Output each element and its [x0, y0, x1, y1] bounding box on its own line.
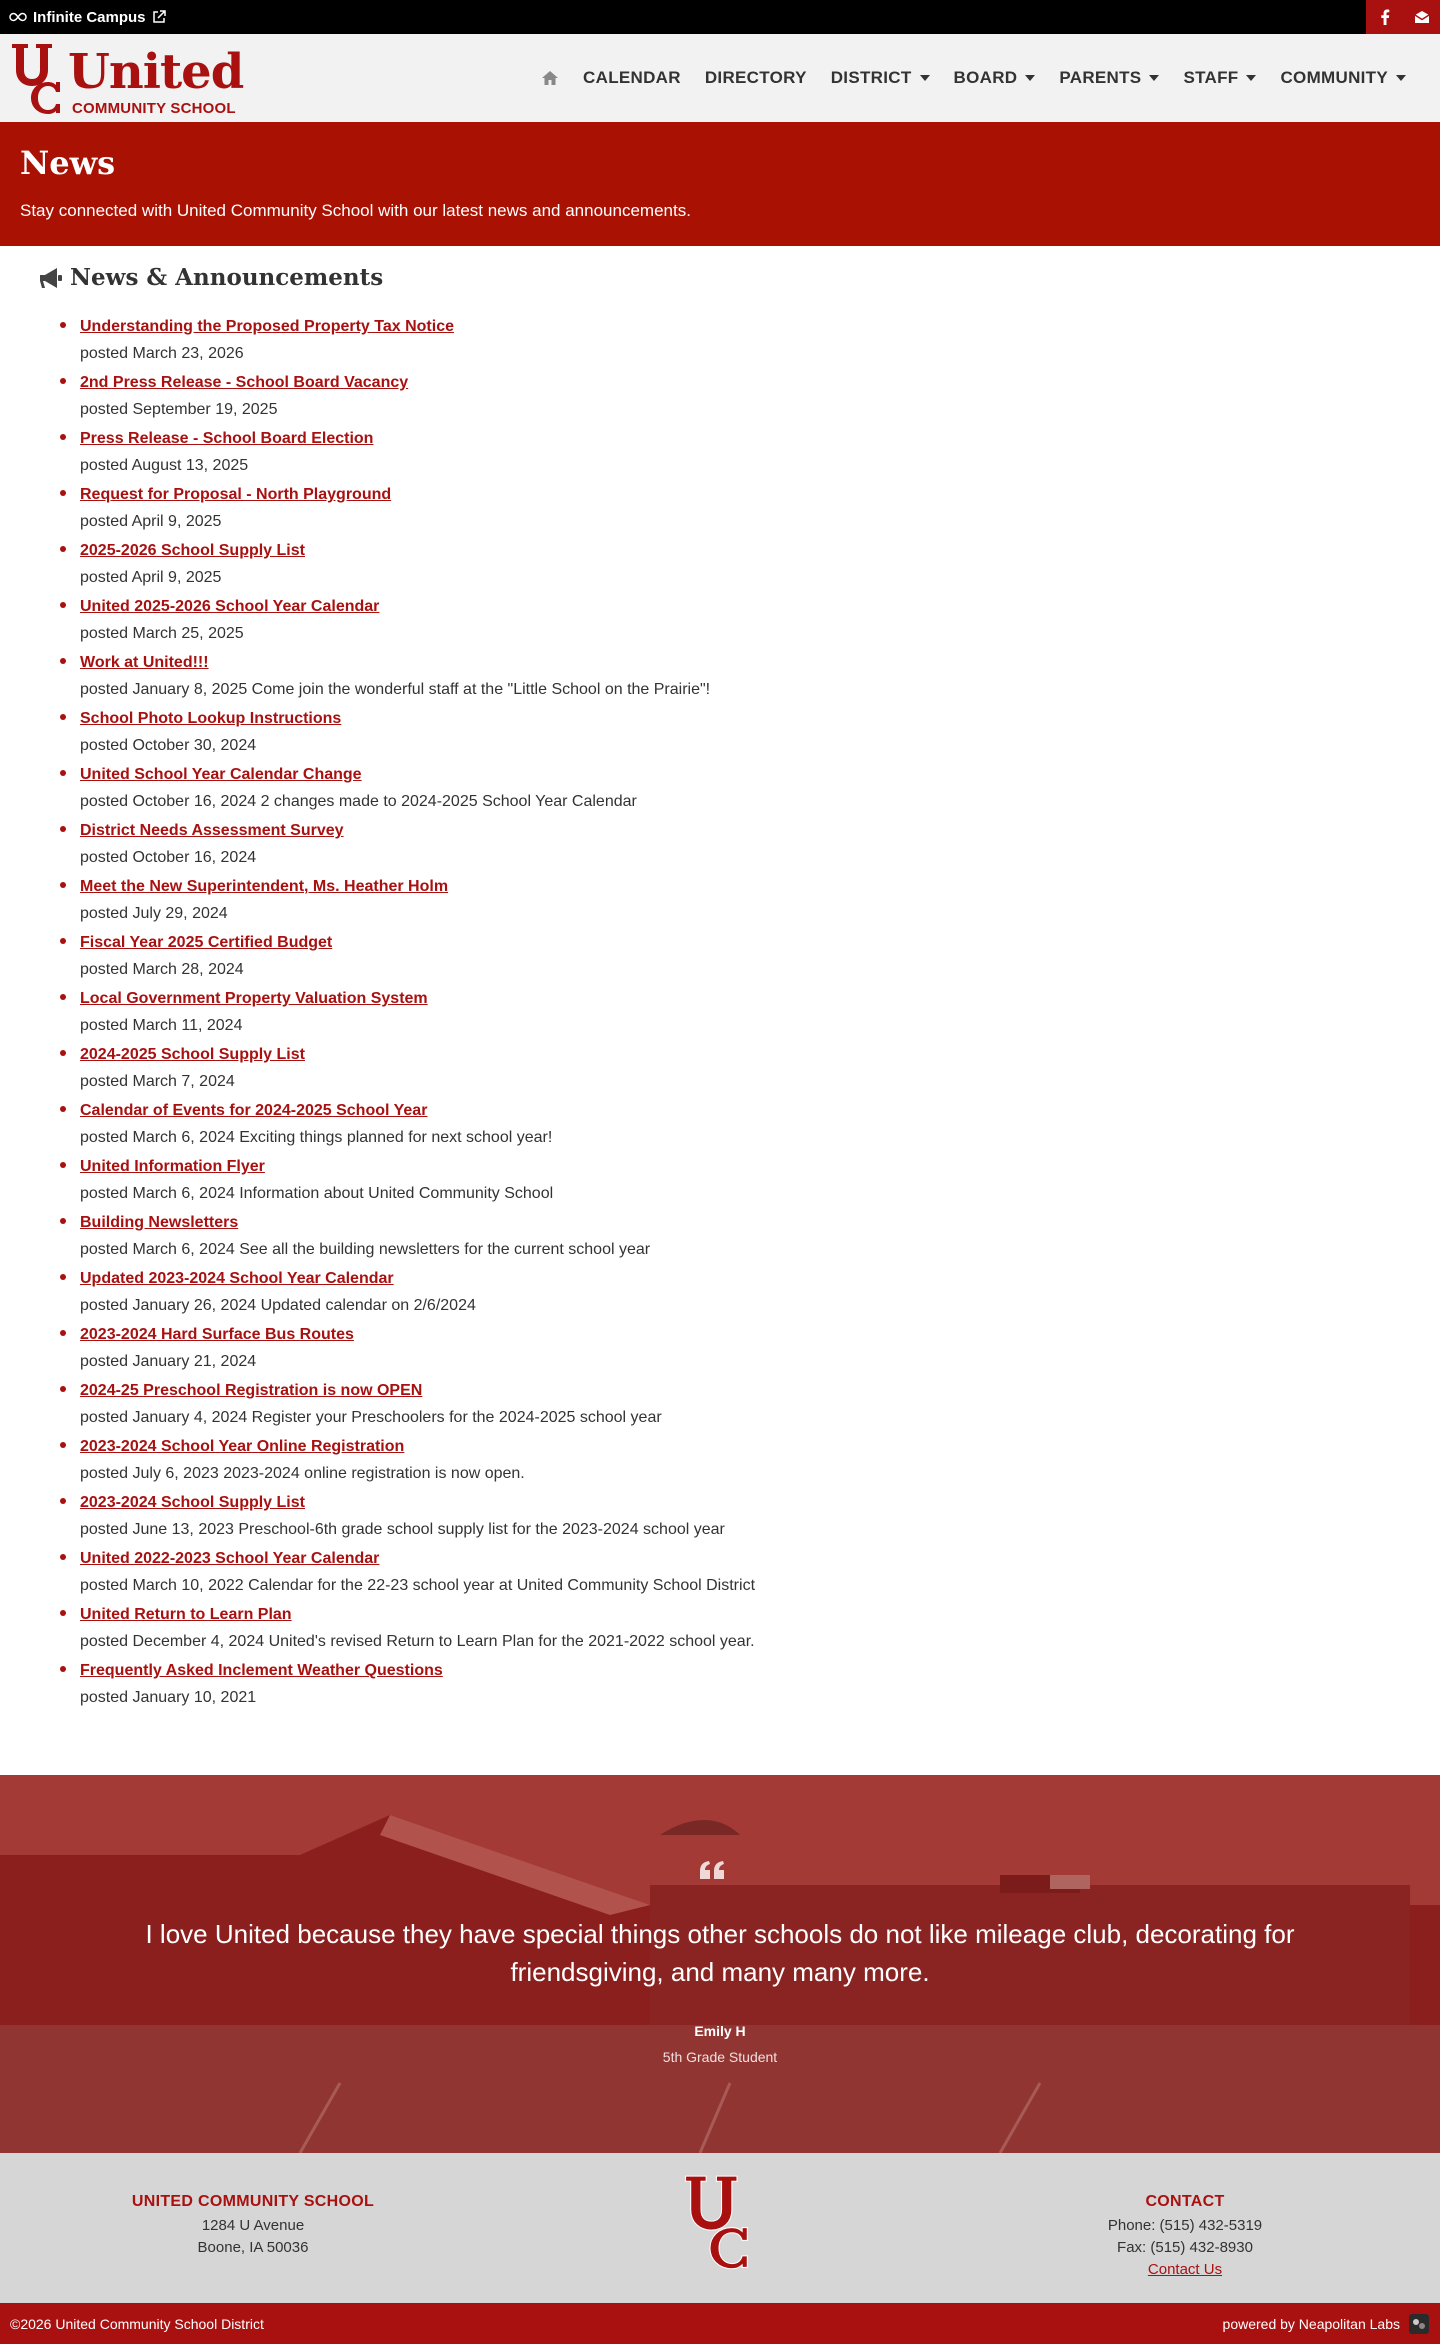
news-link[interactable]: District Needs Assessment Survey [80, 822, 344, 839]
news-link[interactable]: 2024-2025 School Supply List [80, 1046, 305, 1063]
nav-parents[interactable] [1047, 68, 1171, 88]
news-meta: posted April 9, 2025 [80, 513, 222, 530]
footer-uc-logo-icon [683, 2173, 755, 2277]
nav-community-label: COMMUNITY [1280, 68, 1388, 87]
news-heading [38, 264, 383, 291]
news-link[interactable]: United 2025-2026 School Year Calendar [80, 598, 380, 615]
list-item [80, 1602, 1280, 1658]
news-meta: posted March 6, 2024 Information about United Community School [80, 1185, 554, 1202]
list-item [80, 1042, 1280, 1098]
news-heading-text: News & Announcements [70, 264, 384, 291]
list-item [80, 1266, 1280, 1322]
news-link[interactable]: Press Release - School Board Election [80, 430, 374, 447]
list-item [80, 370, 1280, 426]
top-bar [0, 0, 1440, 34]
list-item [80, 1490, 1280, 1546]
news-link[interactable]: Request for Proposal - North Playground [80, 486, 392, 503]
news-meta: posted March 11, 2024 [80, 1017, 243, 1034]
news-meta: posted January 26, 2024 Updated calendar on 2/6/2024 [80, 1297, 476, 1314]
caret-down-icon [920, 75, 930, 81]
copyright-text: ©2026 United Community School District [10, 2315, 264, 2332]
testimonial-role: 5th Grade Student [662, 2049, 778, 2065]
news-meta: posted March 28, 2024 [80, 961, 244, 978]
powered-by-text: powered by Neapolitan Labs [1222, 2315, 1400, 2332]
footer-phone: Phone: (515) 432-5319 [1107, 2217, 1263, 2234]
news-link[interactable]: Calendar of Events for 2024-2025 School Year [80, 1102, 428, 1119]
list-item [80, 986, 1280, 1042]
megaphone-icon [38, 267, 64, 289]
news-meta: posted January 10, 2021 [80, 1689, 257, 1706]
footer-school-name: UNITED COMMUNITY SCHOOL [131, 2193, 375, 2210]
facebook-icon[interactable] [1366, 0, 1403, 34]
school-logo[interactable] [10, 42, 250, 117]
logo-subtitle: COMMUNITY SCHOOL [72, 100, 236, 117]
nav-directory-label: DIRECTORY [704, 68, 807, 87]
news-link[interactable]: 2025-2026 School Supply List [80, 542, 305, 559]
nav-district-label: DISTRICT [830, 68, 912, 87]
news-link[interactable]: United Return to Learn Plan [80, 1606, 292, 1623]
news-meta: posted March 23, 2026 [80, 345, 244, 362]
news-link[interactable]: Building Newsletters [80, 1214, 239, 1231]
nav-board[interactable] [942, 68, 1048, 88]
nav-community[interactable] [1268, 68, 1418, 88]
news-link[interactable]: United Information Flyer [80, 1158, 265, 1175]
page-title: News [20, 144, 116, 182]
footer-contact [935, 2191, 1435, 2281]
list-item [80, 538, 1280, 594]
news-link[interactable]: Frequently Asked Inclement Weather Questions [80, 1662, 443, 1679]
news-meta: posted October 16, 2024 [80, 849, 257, 866]
news-meta: posted October 30, 2024 [80, 737, 257, 754]
news-link[interactable]: 2023-2024 School Year Online Registration [80, 1438, 405, 1455]
list-item [80, 818, 1280, 874]
testimonial-section [0, 1775, 1440, 2153]
email-icon[interactable] [1403, 0, 1440, 34]
list-item [80, 1210, 1280, 1266]
news-meta: posted December 4, 2024 United's revised Return to Learn Plan for the 2021-2022 school year. [80, 1633, 755, 1650]
page-subtitle: Stay connected with United Community School with our latest news and announcements. [20, 201, 691, 220]
news-link[interactable]: 2024-25 Preschool Registration is now OPEN [80, 1382, 423, 1399]
contact-us-link[interactable]: Contact Us [1147, 2261, 1223, 2278]
footer-address [0, 2191, 506, 2259]
list-item [80, 874, 1280, 930]
infinity-icon [9, 12, 27, 22]
list-item [80, 706, 1280, 762]
news-meta: posted June 13, 2023 Preschool-6th grade school supply list for the 2023-2024 school year [80, 1521, 725, 1538]
nav-staff[interactable] [1171, 68, 1268, 88]
news-meta: posted January 4, 2024 Register your Preschoolers for the 2024-2025 school year [80, 1409, 662, 1426]
nav-board-label: BOARD [953, 68, 1018, 87]
list-item [80, 650, 1280, 706]
infinite-campus-link[interactable] [0, 9, 166, 26]
testimonial-quote: I love United because they have special things other schools do not like mileage club, decorating for friendsgiving, and many many more. [145, 1919, 1295, 1987]
news-link[interactable]: United 2022-2023 School Year Calendar [80, 1550, 380, 1567]
caret-down-icon [1025, 75, 1035, 81]
quote-icon [700, 1861, 724, 1879]
footer-fax: Fax: (515) 432-8930 [1117, 2239, 1253, 2256]
news-meta: posted April 9, 2025 [80, 569, 222, 586]
social-links [1366, 0, 1440, 34]
list-item [80, 930, 1280, 986]
powered-by-link[interactable] [1223, 2313, 1430, 2335]
footer-address-line1: 1284 U Avenue [201, 2217, 305, 2234]
page-hero [0, 122, 1440, 246]
list-item [80, 1098, 1280, 1154]
site-footer [0, 2153, 1440, 2303]
neapolitan-labs-icon [1408, 2313, 1430, 2335]
list-item [80, 1378, 1280, 1434]
list-item [80, 426, 1280, 482]
caret-down-icon [1149, 75, 1159, 81]
site-header [0, 34, 1440, 122]
news-meta: posted March 6, 2024 Exciting things planned for next school year! [80, 1129, 553, 1146]
news-meta: posted July 29, 2024 [80, 905, 228, 922]
news-link[interactable]: Local Government Property Valuation System [80, 990, 428, 1007]
news-meta: posted September 19, 2025 [80, 401, 278, 418]
news-link[interactable]: Updated 2023-2024 School Year Calendar [80, 1270, 394, 1287]
news-meta: posted January 21, 2024 [80, 1353, 257, 1370]
main-nav [529, 34, 1418, 122]
news-link[interactable]: United School Year Calendar Change [80, 766, 362, 783]
uc-monogram-icon [10, 42, 66, 114]
nav-parents-label: PARENTS [1059, 68, 1142, 87]
list-item [80, 1322, 1280, 1378]
external-link-icon [152, 10, 166, 24]
footer-address-line2: Boone, IA 50036 [197, 2239, 309, 2256]
news-link[interactable]: Meet the New Superintendent, Ms. Heather Holm [80, 878, 449, 895]
list-item [80, 1546, 1280, 1602]
news-meta: posted March 7, 2024 [80, 1073, 235, 1090]
infinite-campus-label: Infinite Campus [33, 8, 146, 26]
home-icon [541, 70, 559, 86]
list-item [80, 1658, 1280, 1714]
nav-calendar-label: CALENDAR [583, 68, 681, 87]
list-item [80, 314, 1280, 370]
list-item [80, 1434, 1280, 1490]
news-list [80, 314, 1280, 1714]
news-link[interactable]: Fiscal Year 2025 Certified Budget [80, 934, 333, 951]
news-link[interactable]: School Photo Lookup Instructions [80, 710, 342, 727]
list-item [80, 594, 1280, 650]
nav-district[interactable] [819, 68, 942, 88]
news-link[interactable]: 2nd Press Release - School Board Vacancy [80, 374, 409, 391]
news-link[interactable]: Work at United!!! [80, 654, 209, 671]
news-meta: posted August 13, 2025 [80, 457, 249, 474]
news-link[interactable]: 2023-2024 Hard Surface Bus Routes [80, 1326, 354, 1343]
logo-name: United [68, 44, 244, 100]
list-item [80, 762, 1280, 818]
caret-down-icon [1396, 75, 1406, 81]
footer-contact-heading: CONTACT [1145, 2193, 1225, 2210]
news-meta: posted July 6, 2023 2023-2024 online registration is now open. [80, 1465, 525, 1482]
list-item [80, 1154, 1280, 1210]
bottom-bar [0, 2303, 1440, 2344]
caret-down-icon [1246, 75, 1256, 81]
nav-calendar[interactable] [571, 68, 693, 88]
news-link[interactable]: Understanding the Proposed Property Tax Notice [80, 318, 454, 335]
nav-directory[interactable] [693, 68, 819, 88]
nav-home[interactable] [529, 70, 571, 86]
news-meta: posted October 16, 2024 2 changes made to 2024-2025 School Year Calendar [80, 793, 637, 810]
news-meta: posted March 10, 2022 Calendar for the 22-23 school year at United Community School District [80, 1577, 756, 1594]
nav-staff-label: STAFF [1183, 68, 1239, 87]
list-item [80, 482, 1280, 538]
news-meta: posted January 8, 2025 Come join the wonderful staff at the "Little School on the Prairie"! [80, 681, 711, 698]
news-meta: posted March 25, 2025 [80, 625, 244, 642]
testimonial-author: Emily H [694, 2023, 746, 2039]
news-link[interactable]: 2023-2024 School Supply List [80, 1494, 305, 1511]
news-meta: posted March 6, 2024 See all the building newsletters for the current school year [80, 1241, 651, 1258]
